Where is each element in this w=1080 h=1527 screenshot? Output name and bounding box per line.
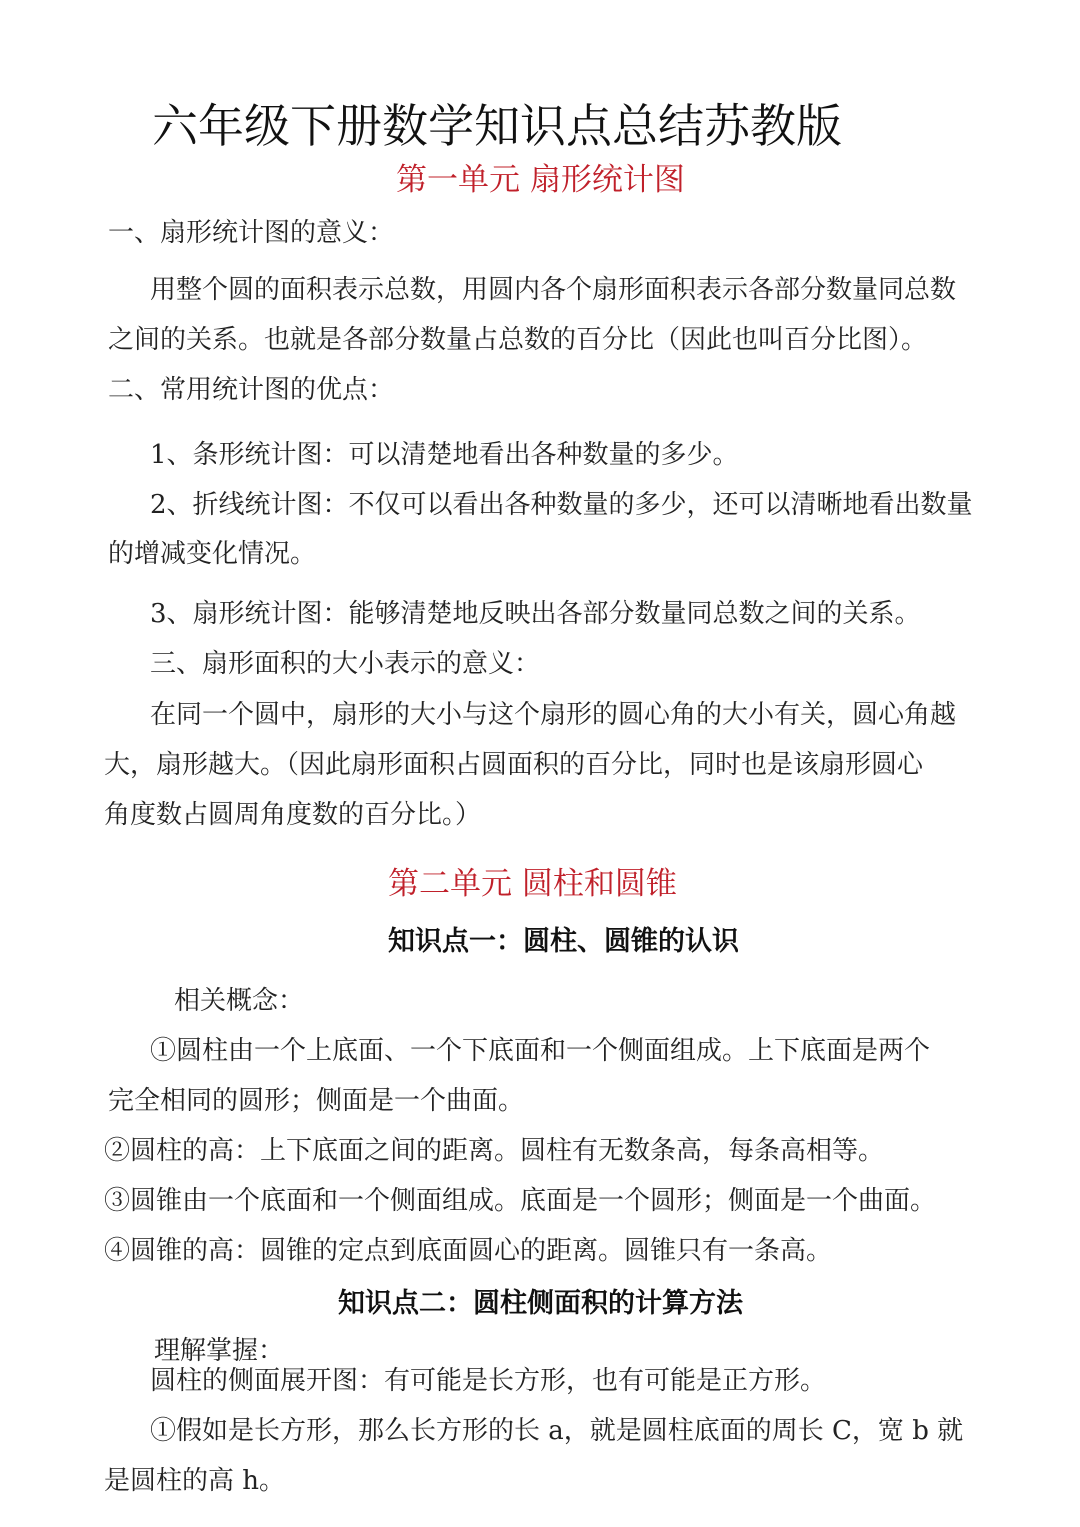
knowledge-point2-heading: 知识点二：圆柱侧面积的计算方法	[338, 1288, 743, 1319]
section3-paragraph-line: 大，扇形越大。（因此扇形面积占圆面积的百分比，同时也是该扇形圆心	[104, 750, 924, 780]
understand-item-rectangle: ①假如是长方形，那么长方形的长 a，就是圆柱底面的周长 C，宽 b 就	[150, 1416, 964, 1446]
concept-item-4: ④圆锥的高：圆锥的定点到底面圆心的距离。圆锥只有一条高。	[104, 1236, 833, 1266]
understand-label: 理解掌握：	[154, 1336, 285, 1366]
section1-paragraph-line: 之间的关系。也就是各部分数量占总数的百分比（因此也叫百分比图）。	[108, 325, 928, 355]
page-title: 六年级下册数学知识点总结苏教版	[152, 99, 842, 153]
section2-item-pie-chart: 3、扇形统计图：能够清楚地反映出各部分数量同总数之间的关系。	[150, 599, 921, 629]
section3-paragraph-line: 角度数占圆周角度数的百分比。）	[104, 800, 482, 830]
knowledge-point1-heading: 知识点一：圆柱、圆锥的认识	[388, 926, 739, 957]
concept-item-1-cont: 完全相同的圆形；侧面是一个曲面。	[108, 1086, 525, 1116]
section2-item-line-chart: 2、折线统计图：不仅可以看出各种数量的多少，还可以清晰地看出数量	[150, 490, 973, 520]
understand-item: 圆柱的侧面展开图：有可能是长方形，也有可能是正方形。	[150, 1366, 827, 1396]
section2-item-line-chart-cont: 的增减变化情况。	[108, 539, 317, 569]
unit1-heading: 第一单元 扇形统计图	[396, 162, 685, 198]
concept-item-1: ①圆柱由一个上底面、一个下底面和一个侧面组成。上下底面是两个	[150, 1036, 931, 1066]
unit2-heading: 第二单元 圆柱和圆锥	[388, 866, 677, 902]
concept-item-3: ③圆锥由一个底面和一个侧面组成。底面是一个圆形；侧面是一个曲面。	[104, 1186, 937, 1216]
section2-heading: 二、常用统计图的优点：	[108, 375, 395, 405]
concept-item-2: ②圆柱的高：上下底面之间的距离。圆柱有无数条高，每条高相等。	[104, 1136, 885, 1166]
section3-paragraph-line: 在同一个圆中，扇形的大小与这个扇形的圆心角的大小有关，圆心角越	[150, 700, 957, 730]
understand-item-rectangle-cont: 是圆柱的高 h。	[104, 1466, 286, 1496]
section3-heading: 三、扇形面积的大小表示的意义：	[150, 649, 541, 679]
section1-heading: 一、扇形统计图的意义：	[108, 218, 395, 248]
section2-item-bar-chart: 1、条形统计图：可以清楚地看出各种数量的多少。	[150, 440, 739, 470]
section1-paragraph-line: 用整个圆的面积表示总数，用圆内各个扇形面积表示各部分数量同总数	[150, 275, 957, 305]
concept-label: 相关概念：	[174, 986, 305, 1016]
